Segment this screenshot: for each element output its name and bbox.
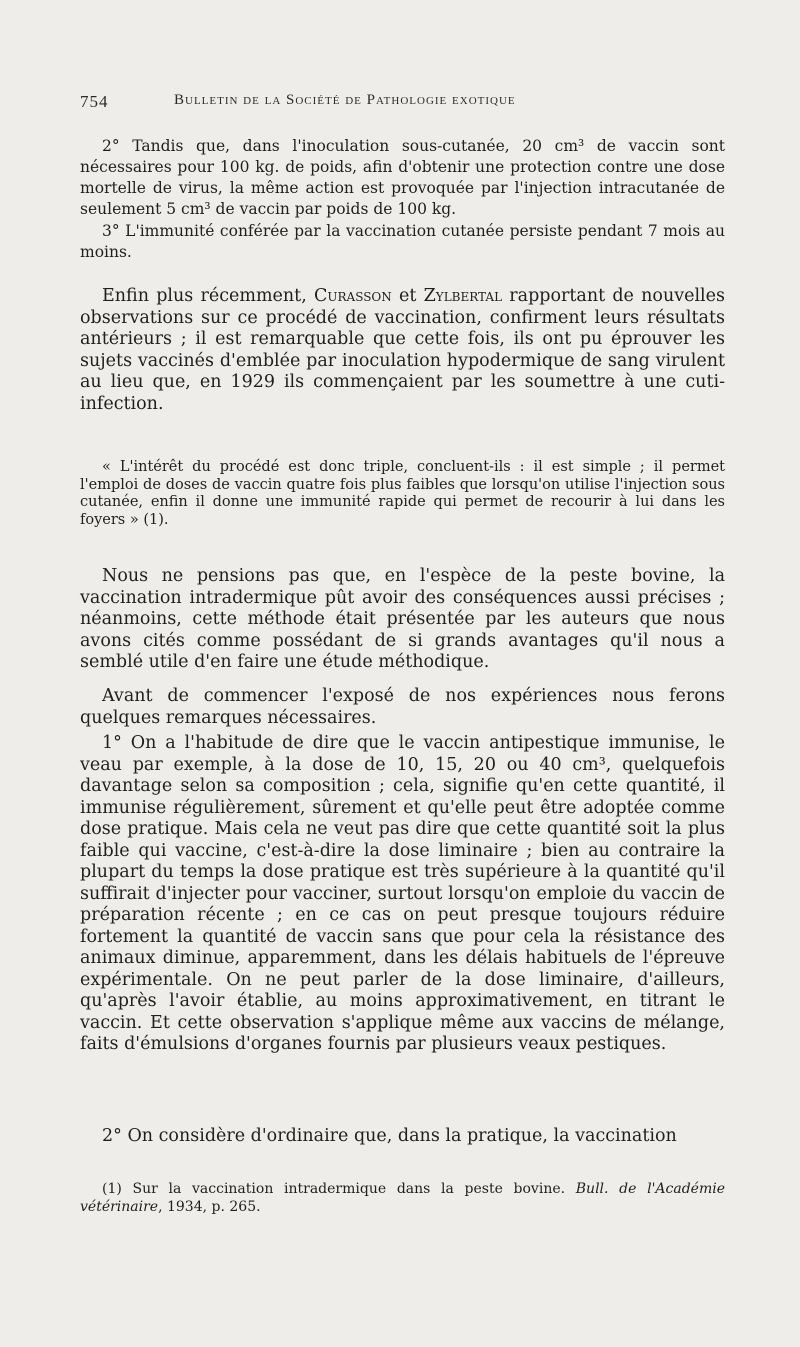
footnote-body: (1) Sur la vaccination intradermique dans la peste bovine. <box>102 1181 576 1197</box>
paragraph-avant <box>80 686 725 729</box>
paragraph-point-2 <box>80 1126 725 1148</box>
list-item-3-text: 3° L'immunité conférée par la vaccination cutanée persiste pendant 7 mois au moins. <box>80 222 725 261</box>
enfin-rest: rapportant de nouvelles observations sur ce procédé de vaccination, confirment leurs résultats antérieurs ; il est remarquable que cette fois, ils ont pu éprouver les sujets vaccinés d'emblée par inoculation hypodermique de sang virulent au lieu que, en 1929 ils commençaient par les soumettre à une cuti-infection. <box>80 286 725 414</box>
enfin-start: Enfin plus récemment, <box>102 286 314 306</box>
paragraph-nous <box>80 566 725 674</box>
quote-block <box>80 459 725 529</box>
list-item-2 <box>80 136 725 220</box>
page-number: 754 <box>80 92 109 111</box>
list-item-2-text: 2° Tandis que, dans l'inoculation sous-cutanée, 20 cm³ de vaccin sont nécessaires pour 100 kg. de poids, afin d'obtenir une protection contre une dose mortelle de virus, la même action est provoquée par l'injection intracutanée de seulement 5 cm³ de vaccin par poids de 100 kg. <box>80 137 725 218</box>
list-item-3 <box>80 221 725 263</box>
paragraph-point-1-text: 1° On a l'habitude de dire que le vaccin antipestique immunise, le veau par exemple, à la dose de 10, 15, 20 ou 40 cm³, quelquefois davantage selon sa composition ; cela, signifie qu'en cette quantité, il immunise régulièrement, sûrement et qu'elle peut être adoptée comme dose pratique. Mais cela ne veut pas dire que cette quantité soit la plus faible qui vaccine, c'est-à-dire la dose liminaire ; bien au contraire la plupart du temps la dose pratique est très supérieure à la quantité qu'il suffirait d'injecter pour vacciner, surtout lorsqu'on emploie du vaccin de préparation récente ; en ce cas on peut presque toujours réduire fortement la quantité de vaccin sans que pour cela la résistance des animaux diminue, apparemment, dans les délais habituels de l'épreuve expérimentale. On ne peut parler de la dose liminaire, d'ailleurs, qu'après l'avoir établie, au moins approximativement, en titrant le vaccin. Et cette observation s'applique même aux vaccins de mélange, faits d'émulsions d'organes fournis par plusieurs veaux pestiques. <box>80 733 725 1054</box>
footnote <box>80 1180 725 1216</box>
footnote-ref: , 1934, p. 265. <box>158 1199 261 1215</box>
footnote-text <box>80 1180 725 1216</box>
paragraph-point-1 <box>80 733 725 1056</box>
footnote-journal: Bull. de l'Académie vétérinaire <box>80 1181 725 1215</box>
paragraph-avant-text: Avant de commencer l'exposé de nos expériences nous ferons quelques remarques nécessaires. <box>80 686 725 728</box>
author-curasson: Curasson <box>314 286 392 306</box>
quote-text: « L'intérêt du procédé est donc triple, concluent-ils : il est simple ; il permet l'emploi de doses de vaccin quatre fois plus faibles que lorsqu'on utilise l'injection sous cutanée, enfin il donne une immunité rapide qui permet de recourir à lui dans les foyers » (1). <box>80 459 725 528</box>
author-zylbertal: Zylbertal <box>423 286 503 306</box>
paragraph-point-2-text: 2° On considère d'ordinaire que, dans la pratique, la vaccination <box>102 1126 677 1146</box>
running-title: Bulletin de la Société de Pathologie exotique <box>174 92 516 108</box>
paragraph-enfin <box>80 286 725 415</box>
paragraph-enfin-text <box>80 286 725 415</box>
paragraph-nous-text: Nous ne pensions pas que, en l'espèce de la peste bovine, la vaccination intradermique pût avoir des conséquences aussi précises ; néanmoins, cette méthode était présentée par les auteurs que nous avons cités comme possédant de si grands avantages qu'il nous a semblé utile d'en faire une étude méthodique. <box>80 566 725 672</box>
enfin-and: et <box>391 286 424 306</box>
